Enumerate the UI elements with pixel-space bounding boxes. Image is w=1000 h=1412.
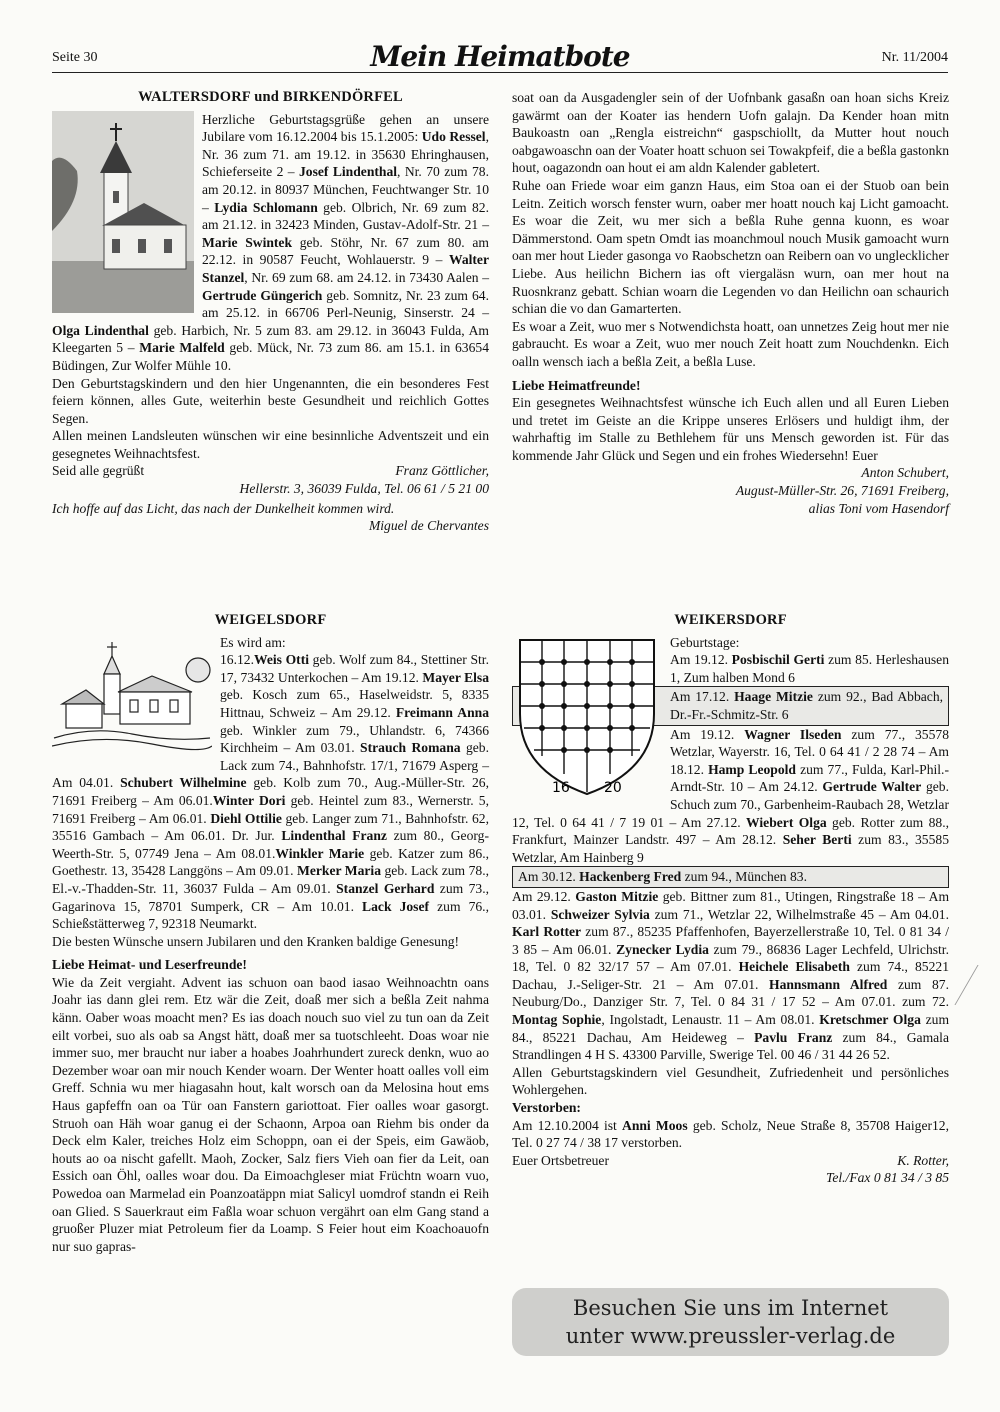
highlight-box: Am 30.12. Hackenberg Fred zum 94., München 83. bbox=[512, 866, 949, 888]
scan-artifact bbox=[954, 965, 1000, 1005]
dialect-text: soat oan da Ausgadengler sein of der Uofnbank gasaßn oan hoan sichs Kreiz gawärmt oan der Koater ias hendern Uofn galajn. Da Kender hoan mitn Baukoastn oan „Rengla eistreichn“ gaspschiollt, da Mutter hout nouch oabgawoaschn oan der Voater hoatt schuon sei Towakpfeif, die a beßla gastonkn hout, oagazondn oan hout ei am aldn Kalender gabletert. bbox=[512, 90, 949, 176]
jubilar-name: Seher Berti bbox=[782, 832, 852, 848]
jubilar-name: Winter Dori bbox=[212, 792, 286, 808]
dialect-continuation: soat oan da Ausgadengler sein of der Uofnbank gasaßn oan hoan sichs Kreiz gawärmt oan der Koater ias hendern Uofn galajn. Da Kender hoan mitn Baukoastn oan „Rengla eistreichn“ gaspschiollt, da Mutter hout nouch oabgawoaschn oan der Voater hoatt schuon sei Towakpfeif, die a beßla gastonkn hout, oagazondn oan hout ei am aldn Kalender gabletert. Ruhe oan Friede woar eim ganzn Haus, eim Stoa oan ei der Stuob oan bein Leitn. Zeitich worsch fenster wurn, oaber mer hoatt nouch kaj Licht gamoacht. Es woar die Zeit, wu mer sich a beßla Ruhe genna kuonn, es woar Dämmerstond. Oam spetn Omdt ias moanchmoul nouch Musik gamoacht wurn oan mer hout Lieder gasonga vo Raobschetzn oan Reibern oan vo unglecklicher Liebe. Aus heilichn Bichern ias oft viergaläsn wurn, oan mer hout na Ruosnkranz gebatt. Schian woarn die Legenden vo dan Heilichn oan schaurich schian die vo dan Gamarterten. Es woar a Zeit, wuo mer s Notwendichsta hoatt, oan unnetzes Zeig hout mer nie gabraucht. Es woar a Zeit, wuo mer nouch Zeit hoatt zum Nouchdenkn. Eich oalln wensch iach a beßla Zeit, a beßla Luse. Liebe Heimatfreunde! Ein gesegnetes Weihnachtsfest wünsche ich Euch allen und all Euren Lieben und tretet im Geiste an die Krippe unseres Erlösers und huldigt ihm, der wahrhaftig im Stalle zu Bethlehem für uns Mensch geworden ist. Für das kommende Jahr Glück und Segen und ein frohes Wiedersehn! Euer Anton Schubert, August-Müller-Str. 26, 71691 Freiberg, alias Toni vom Hasendorf bbox=[512, 90, 949, 516]
website-banner[interactable] bbox=[512, 1288, 949, 1356]
jubilar-name: Karl Rotter bbox=[512, 924, 582, 940]
signer-address: August-Müller-Str. 26, 71691 Freiberg, bbox=[735, 483, 949, 499]
deceased-name: Anni Moos bbox=[622, 1117, 688, 1133]
weikersdorf-section: WEIKERSDORF 16 20 Geburtstage: Am 19.12. Posbischil Gerti zum 85. Herleshausen 1, Zum halben Mond 6 Am 17.12. Haage Mitzie zum 92., Bad Abbach, Dr.-Fr.-Schmitz-Str. 6 Am 19.12. Wagner Ilseden zum 77., 35578 Wetzlar, Wayerstr. 16, Tel. 0 64 41 / 2 28 74 – Am 18.12. Hamp Leopold zum 77., Fulda, Karl-Phil.-Arndt-Str. 10 – Am 24.12. Gertrude Walter geb. Schuch zum 70., Garbenheim-Raubach 28, Wetzlar 12, Tel. 0 64 41 / 7 19 01 – Am 27.12. Wiebert Olga geb. Rotter zum 88., Frankfurt, Mainzer Landstr. 497 – Am 28.12. Seher Berti zum 83., 35585 Wetzlar, Am Hainberg 9 Am 30.12. Hackenberg Fred zum 94., München 83. Am 29.12. Gaston Mitzie geb. Bittner zum 81., Utingen, Ringstraße 18 – Am 03.01. Schweizer Sylvia zum 71., Wetzlar 22, Wilhelmstraße 45 – Am 04.01. Karl Rotter zum 87., 85235 Pfaffenhofen, Bayerzellerstraße 10, Tel. 0 81 34 / 3 85 – Am 06.01. Zynecker Lydia zum 79., 86836 Lager Lechfeld, Ulrichstr. 18, Tel. 0 82 32/17 57 – Am 07.01. Heichele Elisabeth zum 74., 85221 Dachau, J.-Seliger-Str. 21 – Am 07.01. Hannsmann Alfred zum 87. Neuburg/Do., Danziger Str. 7, Tel. 0 84 31 / 17 52 – Am 07.01. zum 72. Montag Sophie, Ingolstadt, Lenaustr. 11 – Am 08.01. Kretschmer Olga zum 84., 85221 Dachau, Am Heideweg – Pavlu Franz zum 84., Gamala Strandlingen 4 H S. 43300 Parville, Swerige Tel. 00 46 / 31 44 26 52. Allen Geburtstagskindern viel Gesundheit, Zufriedenheit und persönliches Wohlergehen. Verstorben: Am 12.10.2004 ist Anni Moos geb. Scholz, Neue Straße 8, 35708 Haiger12, Tel. 0 27 74 / 38 17 verstorben. Euer Ortsbetreuer K. Rotter, Tel./Fax 0 81 34 / 3 85 bbox=[512, 612, 950, 1186]
jubilar-name: Schubert Wilhelmine bbox=[120, 775, 247, 791]
jubilar-name: Wiebert Olga bbox=[746, 814, 827, 830]
section-title: WEIGELSDORF bbox=[214, 612, 327, 628]
jubilar-name: Diehl Ottilie bbox=[210, 810, 282, 826]
jubilar-name: Marie Malfeld bbox=[139, 340, 225, 356]
jubilar-name: Gaston Mitzie bbox=[575, 888, 659, 904]
weigelsdorf-section: WEIGELSDORF Es wird am: 16.12.Weis Otti geb. Wolf zum 84., Stettiner Str. 17, 73432 Unterkochen – Am 19.12. Mayer Elsa geb. Kosch zum 65., Haselweidstr. 5, 8335 Hittnau, Schweiz – Am 29.12. Freimann Anna geb. Winkler zum 79., Uhlandstr. 6, 74366 Kirchheim – Am 03.01. Strauch Romana geb. Lack zum 74., Bahnhofstr. 17/1, 71679 Asperg – Am 04.01. Schubert Wilhelmine geb. Kolb zum 70., Aug.-Müller-Str. 26, 71691 Freiberg – Am 06.01.Winter Dori geb. Heintel zum 83., Wernerstr. 5, 71691 Freiberg – Am 06.01. Diehl Ottilie geb. Langer zum 71., Bahnhofstr. 62, 35516 Gambach – Am 06.01. Dr. Jur. Lindenthal Franz zum 80., Georg-Weerth-Str. 5, 07749 Jena – Am 08.01.Winkler Marie geb. Katzer zum 86., Goethestr. 13, 35428 Langgöns – Am 09.01. Merker Maria geb. Lack zum 78., El.-v.-Thadden-Str. 11, 36037 Fulda – Am 09.01. Stanzel Gerhard zum 73., Gagarinova 15, 78701 Sumperk, CR – Am 10.01. Lack Josef zum 76., Schießstätterweg 7, 92318 Neumarkt. Die besten Wünsche unsern Jubilaren und den Kranken baldige Genesung! Liebe Heimat- und Leserfreunde! Wie da Zeit vergiaht. Advent ias schuon oan baod iasao Weihnoachtn oans Joahr ias dann glei rem. Etz wär die Zeit, doaß mer sich a beßla Zeit nahma känn. Oaber woas moacht men? Es ias doach nouch suo viel zu tun oan da Zeit eilt vorbei, suo als oab sa Angst hätt, doaß mer sa tuotschleeht. Doas woar nie immer suo, mer braucht nur iaber a hoabes Joahrhundert zureck denkn, wuo ao Dezember woar oan mir nouch Kender woarn. Der Wenter hoatt oalles voll eim Greff. Schnia wu mer hiagasahn hout, kalt worsch oan da Melosina hout ems Haus gapfeffn oan oa Tür oan Fanstern gariottoat. Fier oalles woar gasorgt. Struoh oan Häh woar ganug ei der Schaonn, Arpoa oan Riehm bis onder da Deck elm Kaler, treiches Holz eim Schoppn, oan ei der Speis, eim Gawäob, houts ao oa nischt gafellt. Maoh, Zocker, Salz fiers Vieh oan fier da Leit, oan Essich oan Öhl, oalles woar dou. Da Eimoachgleser miat Früchtn woarn vuo, Powedoa oan Marmelad ein Poanzoatäppn miat Salicyl uomdrof standn ei Reih oan Glied. S Sauerkraut eim Faßla woar schuon vergährt oan elm Gang stand a gruoßer Pluzer miat Petroleum fier da Loamp. S Feier hout eim Koachoauofn nur suo gapras- bbox=[52, 612, 490, 1254]
banner-url[interactable]: unter www.preussler-verlag.de bbox=[565, 1324, 896, 1348]
masthead-logo: Mein Heimatbote bbox=[370, 40, 630, 73]
jubilar-name: Wagner Ilseden bbox=[744, 726, 842, 742]
signer-address: Hellerstr. 3, 36039 Fulda, Tel. 06 61 / 5 21 00 bbox=[239, 481, 489, 497]
signer-tel: Tel./Fax 0 81 34 / 3 85 bbox=[826, 1170, 949, 1186]
page-number: Seite 30 bbox=[52, 50, 98, 65]
jubilar-name: Posbischil Gerti bbox=[731, 652, 825, 668]
waltersdorf-section: WALTERSDORF und BIRKENDÖRFEL Herzliche Geburtstagsgrüße gehen an unsere Jubilare vom 16.12.2004 bis 15.1.2005: Udo Ressel, Nr. 36 zum 71. am 19.12. in 35630 Ehringhausen, Schieferseite 2 – Josef Lindenthal, Nr. 70 zum 78. am 20.12. in 80937 München, Feuchtwanger Str. 10 – Lydia Schlomann geb. Olbrich, Nr. 69 zum 82. am 21.12. in 32423 Minden, Gustav-Adolf-Str. 21 – Marie Swintek geb. Stöhr, Nr. 67 zum 80. am 22.12. in 90587 Feucht, Wohlauerstr. 9 – Walter Stanzel, Nr. 69 zum 68. am 24.12. in 73430 Aalen – Gertrude Güngerich geb. Somnitz, Nr. 23 zum 64. am 25.12. in 66706 Perl-Neunig, Sinserstr. 24 – Olga Lindenthal geb. Harbich, Nr. 5 zum 83. am 29.12. in 36043 Fulda, Am Kleegarten 5 – Marie Malfeld geb. Mück, Nr. 73 zum 86. am 15.1. in 63654 Büdingen, Zur Wolfer Mühle 10. Den Geburtstagskindern und den hier Ungenannten, die ein besonderes Fest feiern können, alles Gute, weiterhin beste Gesundheit und reichlich Gottes Segen. Allen meinen Landsleuten wünschen wir eine besinnliche Adventszeit und ein gesegnetes Weihnachtsfest. Seid alle gegrüßt Franz Göttlicher, Hellerstr. 3, 36039 Fulda, Tel. 06 61 / 5 21 00 Ich hoffe auf das Licht, das nach der Dunkelheit kommen wird. Miguel de Chervantes bbox=[52, 89, 490, 534]
paragraph: Allen meinen Landsleuten wünschen wir eine besinnliche Adventszeit und ein gesegnetes Weihnachtsfest. bbox=[52, 428, 489, 461]
coat-of-arms-icon bbox=[512, 634, 662, 800]
section-title: WALTERSDORF und BIRKENDÖRFEL bbox=[138, 89, 403, 105]
dialect-text: Ruhe oan Friede woar eim ganzn Haus, eim Stoa oan ei der Stuob oan bein Leitn. Zeitich worsch fenster wurn, oaber mer hoatt nouch kaj Licht gamoacht. Es woar die Zeit, wu mer sich a beßla Ruhe genna kuonn, es woar Dämmerstond. Oam spetn Omdt ias moanchmoul nouch Musik gamoacht wurn oan mer hout Lieder gasonga vo Raobschetzn oan Reibern oan vo unglecklicher Liebe. Aus heilichn Bichern ias oft viergaläsn wurn, oan mer hout na Ruosnkranz gebatt. Schian woarn die Legenden vo dan Heilichn oan schaurich schian die vo dan Gamarterten. bbox=[512, 177, 949, 317]
jubilar-name: Udo Ressel bbox=[421, 129, 486, 145]
jubilar-name: Lindenthal Franz bbox=[281, 828, 387, 844]
jubilar-name: Weis Otti bbox=[253, 652, 309, 668]
jubilar-name: Gertrude Walter bbox=[822, 779, 922, 795]
section-title: WEIKERSDORF bbox=[674, 612, 787, 628]
jubilar-name: Olga Lindenthal bbox=[52, 322, 149, 338]
quote: Ich hoffe auf das Licht, das nach der Dunkelheit kommen wird. bbox=[52, 500, 395, 516]
jubilar-name: Walter Stanzel bbox=[202, 252, 489, 285]
banner-line: Besuchen Sie uns im Internet bbox=[572, 1296, 889, 1320]
signature-line: Euer Ortsbetreuer K. Rotter, bbox=[512, 1152, 949, 1168]
quote-author: Miguel de Chervantes bbox=[368, 518, 489, 534]
jubilar-name: Lydia Schlomann bbox=[214, 199, 318, 215]
jubilar-name: Schweizer Sylvia bbox=[550, 906, 650, 922]
jubilar-name: Stanzel Gerhard bbox=[336, 880, 435, 896]
dialect-text: Es woar a Zeit, wuo mer s Notwendichsta hoatt, oan unnetzes Zeig hout mer nie gabraucht. Es woar a Zeit, wuo mer nouch Zeit hoatt zum Nouchdenkn. Eich oalln wensch iach a beßla Zeit, a beßla Luse. bbox=[512, 318, 949, 369]
jubilar-name: Heichele Elisabeth bbox=[738, 959, 850, 975]
jubilar-name: Freimann Anna bbox=[395, 704, 490, 720]
jubilar-name: Hamp Leopold bbox=[708, 761, 796, 777]
jubilar-name: Merker Maria bbox=[297, 863, 382, 879]
subheading: Verstorben: bbox=[512, 1100, 581, 1116]
highlight-box: Am 17.12. Haage Mitzie zum 92., Bad Abbach, Dr.-Fr.-Schmitz-Str. 6 bbox=[512, 686, 949, 725]
jubilar-name: Zynecker Lydia bbox=[616, 941, 709, 957]
jubilar-name: Kretschmer Olga bbox=[819, 1012, 921, 1028]
signature-line: Seid alle gegrüßt Franz Göttlicher, bbox=[52, 463, 489, 479]
jubilar-name: Winkler Marie bbox=[275, 845, 365, 861]
paragraph: Die besten Wünsche unsern Jubilaren und den Kranken baldige Genesung! bbox=[52, 933, 460, 949]
village-church-icon bbox=[52, 634, 212, 756]
dialect-text: Wie da Zeit vergiaht. Advent ias schuon oan baod iasao Weihnoachtn oans Joahr ias dann glei rem. Etz wär die Zeit, doaß mer sich a beßla Zeit nahma känn. Oaber woas moacht men? Es ias doach nouch suo viel zu tun oan da Zeit eilt vorbei, suo als oab sa Angst hätt, doaß mer sa tuotschleeht. Doas woar nie immer suo, mer braucht nur iaber a hoabes Joahrhundert zureck denkn, wuo ao Dezember woar oan mir nouch Kender woarn. Der Wenter hoatt oalles voll eim Greff. Schnia wu mer hiagasahn hout, kalt worsch oan da Melosina hout ems Haus gapfeffn oan oa Tür oan Fanstern gariottoat. Fier oalles woar gasorgt. Struoh oan Häh woar ganug ei der Schaonn, Arpoa oan Riehm bis onder da Deck elm Kaler, treiches Holz eim Schoppn, oan ei der Speis, eim Gawäob, houts ao oa nischt gafellt. Maoh, Zocker, Salz fiers Vieh oan fier da Leit, oan Essich oan Öhl, oalles woar dou. Da Eimoachgleser miat Früchtn woarn vuo, Powedoa oan Marmelad ein Poanzoatäppn miat Salicyl uomdrof standn ei Reih oan Glied. S Sauerkraut eim Faßla woar schuon vergährt oan elm Gang stand a gruoßer Pluzer miat Petroleum fier da Loamp. S Feier hout eim Koachoauofn nur suo gapras- bbox=[52, 974, 489, 1254]
jubilar-name: Hannsmann Alfred bbox=[769, 976, 888, 992]
jubilar-name: Josef Lindenthal bbox=[298, 164, 398, 180]
jubilar-name: Mayer Elsa bbox=[422, 669, 489, 685]
jubilar-name: Gertrude Güngerich bbox=[202, 287, 323, 303]
paragraph: Allen Geburtstagskindern viel Gesundheit, Zufriedenheit und persönliches Wohlergehen. bbox=[512, 1064, 949, 1098]
issue-number: Nr. 11/2004 bbox=[881, 50, 948, 65]
subheading: Liebe Heimat- und Leserfreunde! bbox=[52, 957, 247, 973]
jubilar-name: Strauch Romana bbox=[360, 740, 461, 756]
shield-year-right: 20 bbox=[604, 779, 622, 796]
jubilar-name: Marie Swintek bbox=[202, 234, 293, 250]
jubilar-name: Montag Sophie bbox=[512, 1012, 602, 1028]
shield-year-left: 16 bbox=[552, 779, 570, 796]
jubilar-name: Pavlu Franz bbox=[754, 1029, 833, 1045]
signer: Anton Schubert, bbox=[861, 465, 949, 481]
subheading: Liebe Heimatfreunde! bbox=[512, 377, 641, 393]
header-rule bbox=[52, 72, 948, 73]
jubilar-name: Lack Josef bbox=[362, 898, 430, 914]
signer-alias: alias Toni vom Hasendorf bbox=[808, 500, 949, 516]
paragraph: Den Geburtstagskindern und den hier Ungenannten, die ein besonderes Fest feiern können, alles Gute, weiterhin beste Gesundheit und reichlich Gottes Segen. bbox=[52, 375, 489, 426]
church-icon bbox=[52, 111, 194, 313]
